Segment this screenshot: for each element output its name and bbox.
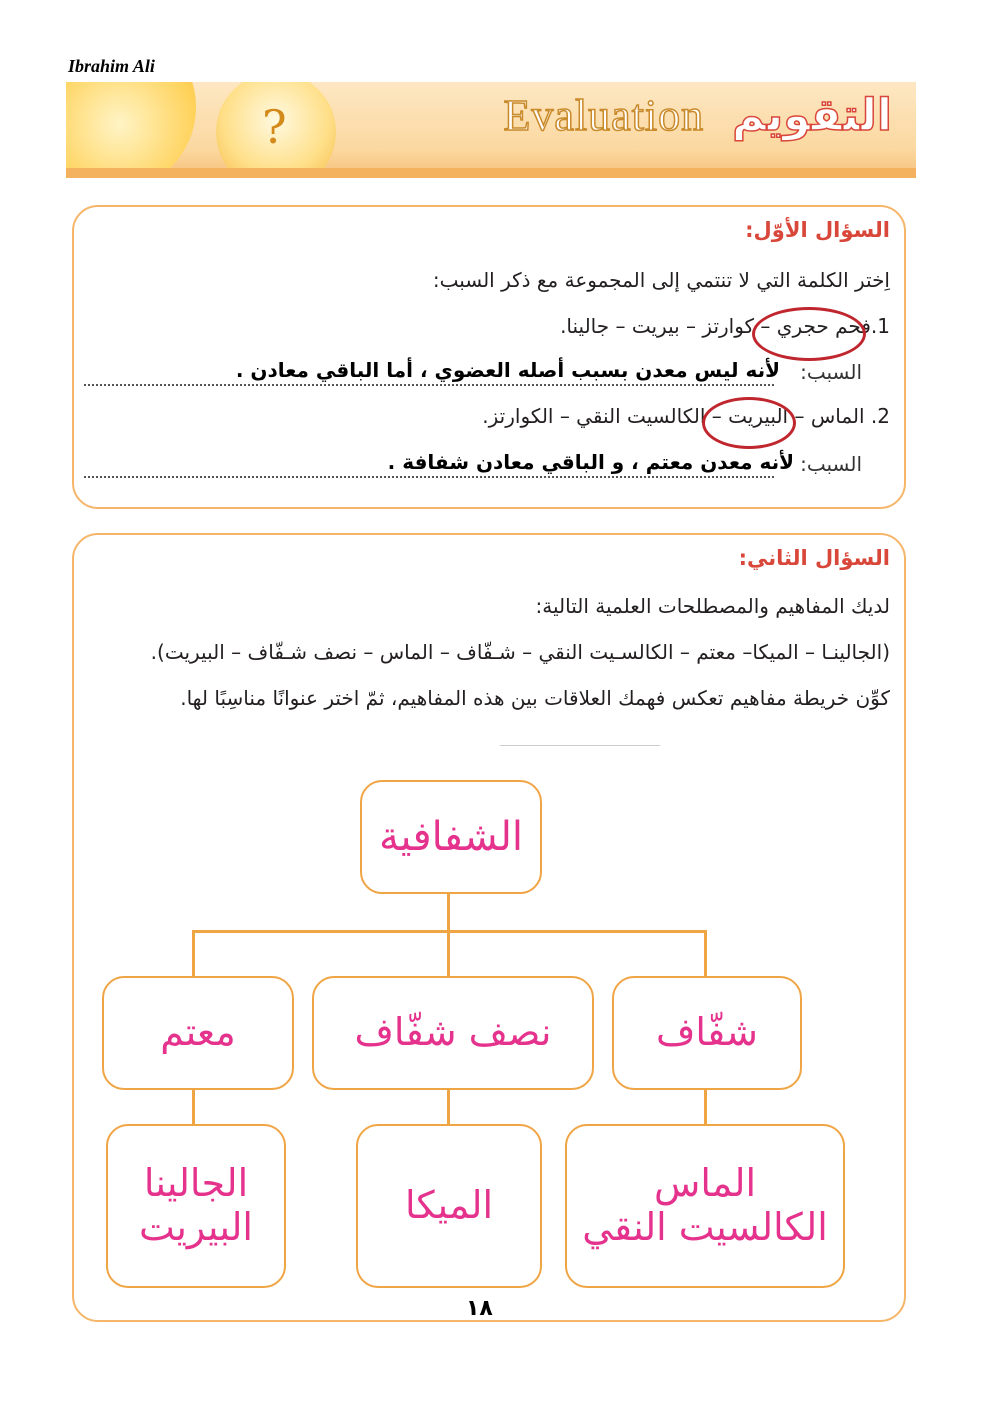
question-2-line-2: (الجالينـا – الميكا– معتم – الكالسـيت النقي – شـفّاف – الماس – نصف شـفّاف – البيريت).	[150, 640, 890, 664]
answer-line	[84, 476, 774, 478]
item-number: 2.	[870, 404, 890, 428]
item-2-line	[482, 404, 890, 428]
concept-transparent: شفّاف	[612, 976, 802, 1090]
banner-title-english: Evaluation	[503, 91, 705, 140]
connector	[447, 892, 450, 932]
question-mark-icon: ?	[262, 100, 287, 154]
concept-line: الماس	[653, 1161, 757, 1206]
banner-strip	[66, 168, 916, 178]
concept-translucent: نصف شفّاف	[312, 976, 594, 1090]
item-start: الماس –	[794, 404, 865, 428]
reason-label: السبب:	[800, 360, 862, 384]
concept-line: الجالينا	[143, 1161, 249, 1206]
question-1-title: السؤال الأوّل:	[745, 218, 890, 242]
question-2-line-1: لديك المفاهيم والمصطلحات العلمية التالية:	[535, 594, 890, 618]
item-number: 1.	[870, 314, 890, 338]
divider	[500, 745, 660, 746]
question-1-instruction: اِختر الكلمة التي لا تنتمي إلى المجموعة مع ذكر السبب:	[432, 268, 890, 292]
answer-circle	[702, 397, 796, 449]
concept-galena-pyrite	[106, 1124, 286, 1288]
concept-line: الكالسيت النقي	[582, 1205, 828, 1249]
item-rest: – كوارتز – بيريت – جالينا.	[560, 314, 771, 338]
connector	[192, 930, 195, 978]
item-rest: – الكالسيت النقي – الكوارتز.	[482, 404, 722, 428]
circled-answer: البيريت	[728, 404, 789, 428]
reason-label: السبب:	[800, 452, 862, 476]
circled-answer: فحم حجري	[776, 314, 871, 338]
answer-line	[84, 384, 774, 386]
item-1-answer: لأنه ليس معدن بسبب أصله العضوي ، أما الباقي معادن .	[235, 358, 780, 382]
connector	[704, 1088, 707, 1126]
evaluation-banner	[66, 82, 916, 178]
connector	[192, 1088, 195, 1126]
concept-mica: الميكا	[356, 1124, 542, 1288]
page-number: ١٨	[466, 1296, 493, 1321]
lightbulb-icon	[66, 82, 196, 178]
answer-circle	[752, 307, 866, 361]
question-2-title: السؤال الثاني:	[738, 546, 890, 570]
connector	[704, 930, 707, 978]
concept-line: البيريت	[139, 1205, 253, 1249]
concept-root: الشفافية	[360, 780, 542, 894]
item-2-answer: لأنه معدن معتم ، و الباقي معادن شفافة .	[387, 450, 794, 474]
author-name: Ibrahim Ali	[68, 56, 155, 76]
question-2-line-3: كوِّن خريطة مفاهيم تعكس فهمك العلاقات بين هذه المفاهيم، ثمّ اختر عنوانًا مناسِبًا لها.	[180, 686, 890, 710]
banner-title-arabic: التقويم	[732, 90, 892, 141]
concept-diamond-calcite	[565, 1124, 845, 1288]
concept-opaque: معتم	[102, 976, 294, 1090]
connector	[447, 1088, 450, 1126]
connector	[447, 930, 450, 978]
